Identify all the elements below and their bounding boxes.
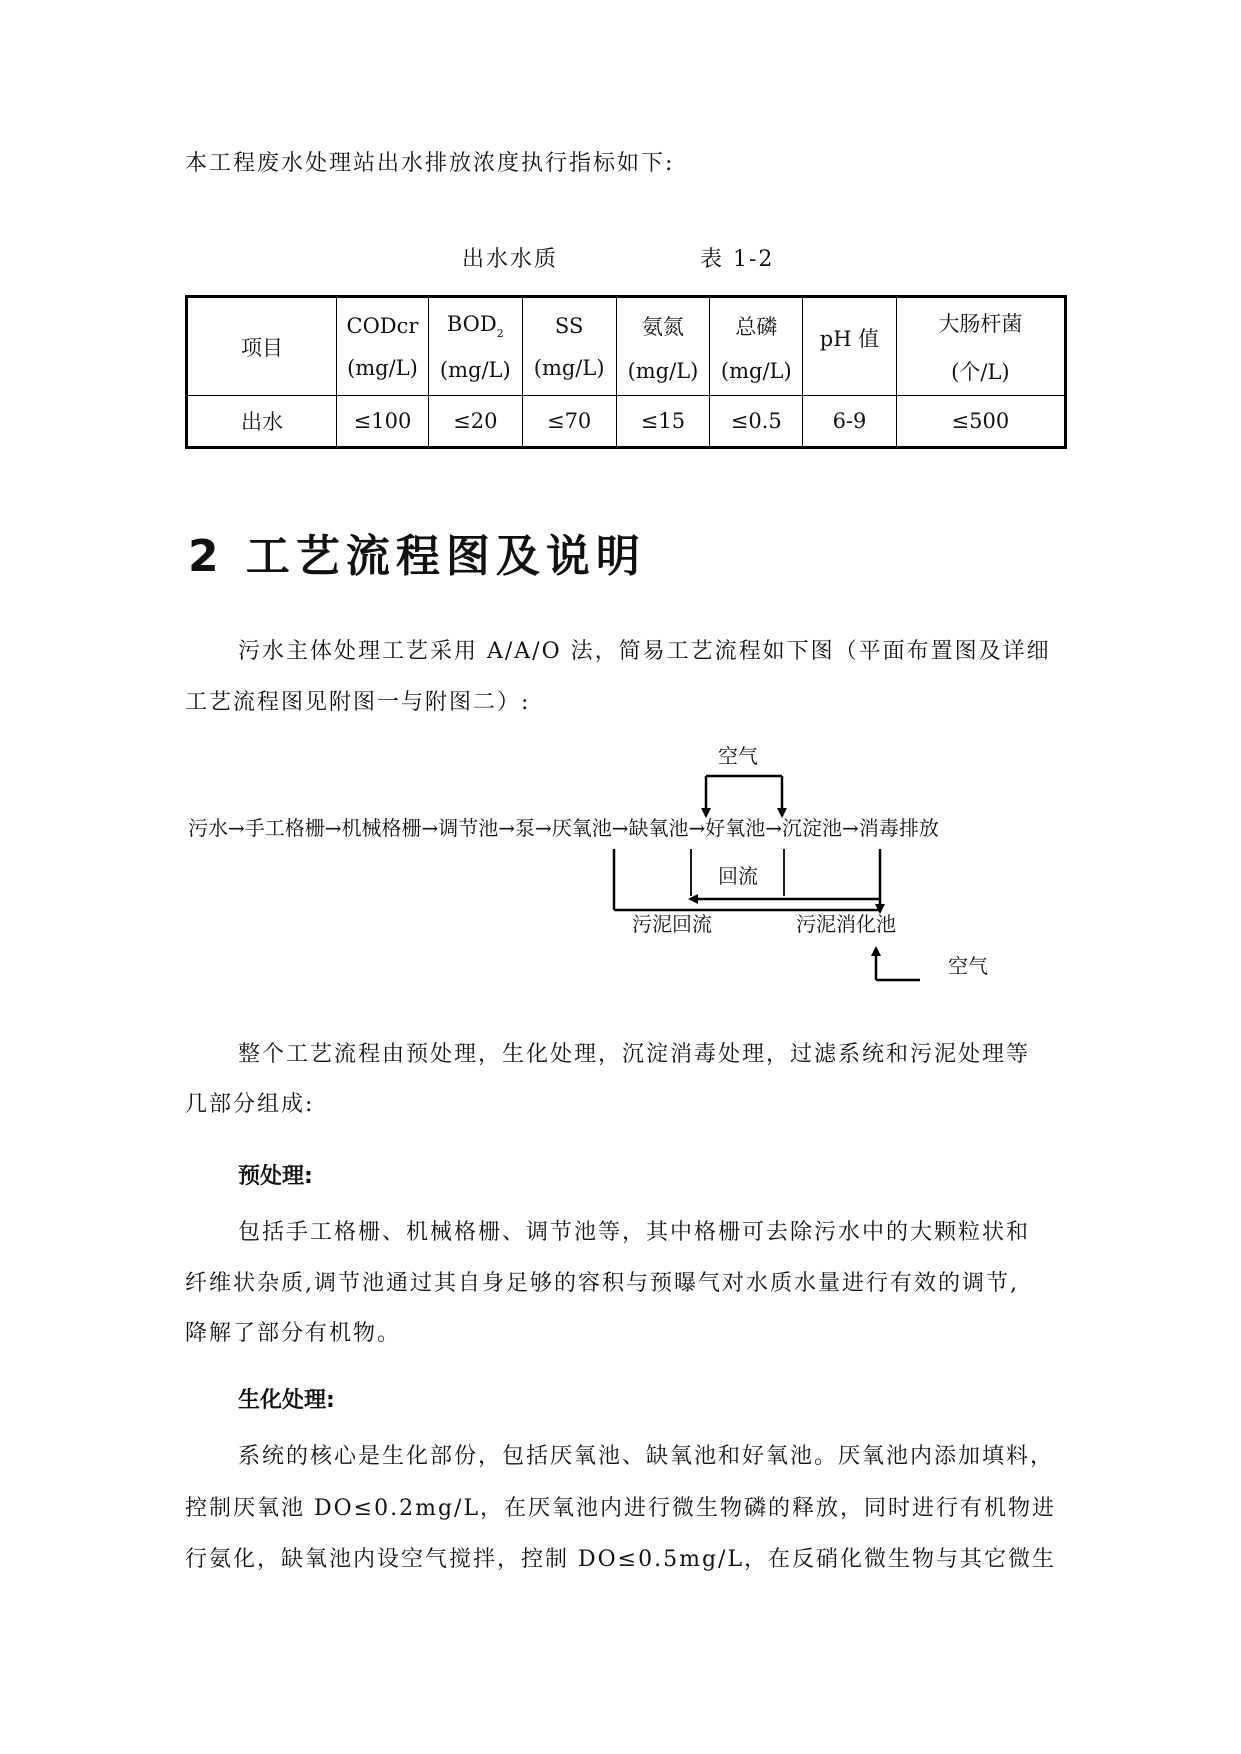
col-header-phosphorus: 总磷 (mg/L) — [710, 297, 803, 396]
col-header-coliform: 大肠杆菌 (个/L) — [896, 297, 1065, 396]
flow-air-bottom-label: 空气 — [948, 954, 988, 978]
para1-line2: 工艺流程图见附图一与附图二）: — [185, 690, 531, 715]
row-header-cell: 项目 — [187, 297, 337, 396]
pretreatment-heading: 预处理: — [238, 1164, 313, 1189]
table-caption-title: 出水水质 — [462, 247, 559, 272]
col-header-codcr: CODcr (mg/L) — [337, 297, 429, 396]
value-cell: ≤70 — [522, 396, 616, 448]
pretreatment-line3: 降解了部分有机物。 — [185, 1321, 402, 1346]
col-header-ss: SS (mg/L) — [522, 297, 616, 396]
section-heading: 2 工艺流程图及说明 — [188, 531, 646, 582]
value-cell: 6-9 — [803, 396, 897, 448]
biochemical-heading: 生化处理: — [238, 1388, 335, 1413]
value-cell: ≤20 — [428, 396, 522, 448]
value-cell: ≤100 — [337, 396, 429, 448]
value-cell: ≤15 — [616, 396, 710, 448]
row-label-cell: 出水 — [187, 396, 337, 448]
flow-main-line: 污水→手工格栅→机械格栅→调节池→泵→厌氧池→缺氧池→好氧池→沉淀池→消毒排放 — [188, 816, 939, 840]
value-cell: ≤0.5 — [710, 396, 803, 448]
col-header-bod: $BOD_2$ (mg/L) — [428, 297, 522, 396]
flow-sludge-digest-label: 污泥消化池 — [796, 912, 896, 936]
pretreatment-line1: 包括手工格栅、机械格栅、调节池等，其中格栅可去除污水中的大颗粒状和 — [238, 1220, 1031, 1245]
col-header-ph: pH 值 — [803, 297, 897, 396]
para2-line1: 整个工艺流程由预处理，生化处理，沉淀消毒处理，过滤系统和污泥处理等 — [238, 1042, 1031, 1067]
flow-air-top-label: 空气 — [718, 744, 758, 768]
para1-line1: 污水主体处理工艺采用 A/A/O 法，简易工艺流程如下图（平面布置图及详细 — [238, 639, 1051, 664]
flow-sludge-return-label: 污泥回流 — [632, 912, 712, 936]
intro-text: 本工程废水处理站出水排放浓度执行指标如下: — [185, 151, 675, 176]
col-header-ammonia: 氨氮 (mg/L) — [616, 297, 710, 396]
biochemical-line3: 行氨化，缺氧池内设空气搅拌，控制 DO≤0.5mg/L，在反硝化微生物与其它微生 — [185, 1547, 1057, 1572]
table-caption-number: 表 1-2 — [700, 247, 775, 272]
biochemical-line2: 控制厌氧池 DO≤0.2mg/L，在厌氧池内进行微生物磷的释放，同时进行有机物进 — [185, 1496, 1057, 1521]
biochemical-line1: 系统的核心是生化部份，包括厌氧池、缺氧池和好氧池。厌氧池内添加填料， — [238, 1444, 1055, 1469]
value-cell: ≤500 — [896, 396, 1065, 448]
para2-line2: 几部分组成: — [185, 1092, 315, 1117]
pretreatment-line2: 纤维状杂质,调节池通过其自身足够的容积与预曝气对水质水量进行有效的调节, — [185, 1271, 1019, 1296]
flow-reflux-label: 回流 — [718, 864, 758, 888]
